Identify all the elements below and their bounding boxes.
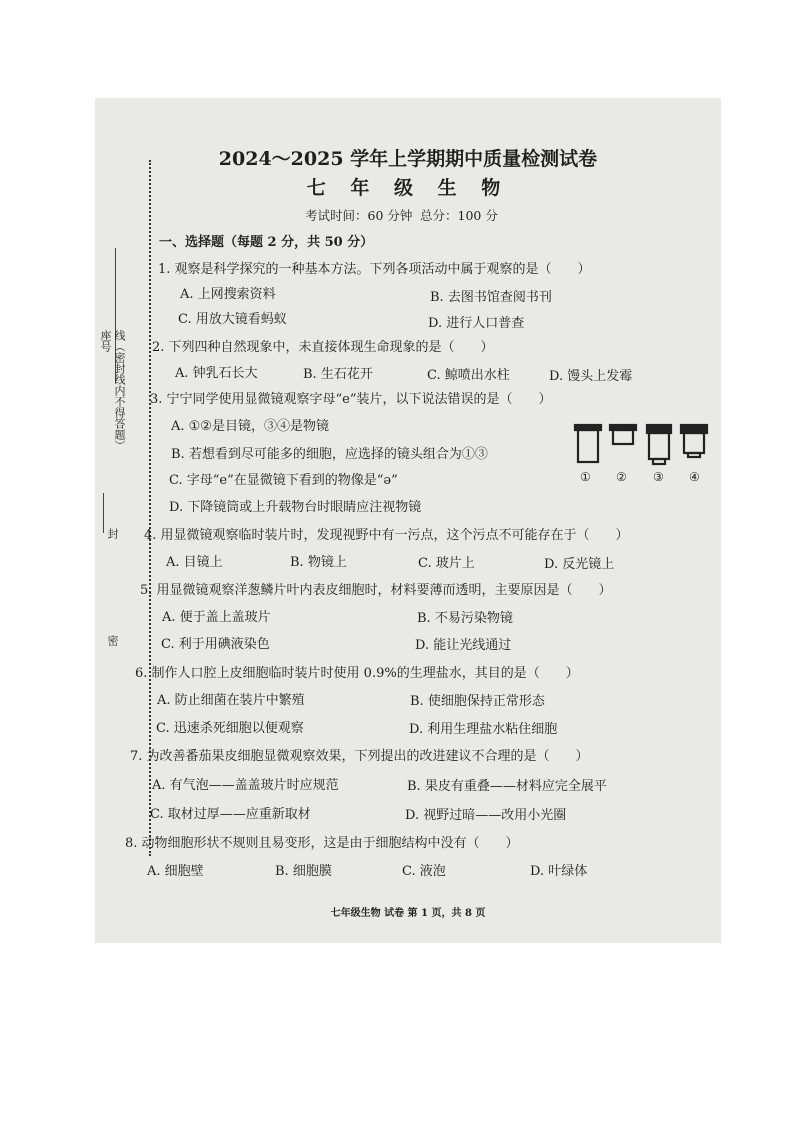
exam-time: 考试时间：60 分钟	[305, 208, 413, 223]
q1-option-b: B. 去图书馆查阅书刊	[430, 290, 552, 305]
q8-option-d: D. 叶绿体	[530, 864, 588, 879]
q1-option-d: D. 进行人口普查	[428, 316, 525, 331]
exam-page	[95, 98, 721, 943]
q6-option-c: C. 迅速杀死细胞以便观察	[156, 721, 304, 736]
q5-option-b: B. 不易污染物镜	[417, 611, 513, 626]
q5-option-c: C. 利于用碘液染色	[161, 637, 270, 652]
q2-option-c: C. 鲸喷出水柱	[427, 368, 510, 383]
exam-title: 2024～2025 学年上学期期中质量检测试卷	[218, 148, 598, 170]
seal-char: 封	[106, 528, 119, 539]
q3-option-c: C. 字母“e”在显微镜下看到的物像是“ə”	[169, 473, 398, 488]
seat-label: 座号	[99, 330, 112, 352]
seal-notice: 线（密封线内不得答题）	[113, 330, 126, 451]
q6-option-d: D. 利用生理盐水粘住细胞	[409, 722, 558, 737]
q3-option-b: B. 若想看到尽可能多的细胞，应选择的镜头组合为①③	[171, 447, 488, 462]
question-1: 1. 观察是科学探究的一种基本方法。下列各项活动中属于观察的是（ ）	[158, 262, 591, 277]
q4-option-c: C. 玻片上	[418, 556, 475, 571]
question-2: 2. 下列四种自然现象中，未直接体现生命现象的是（ ）	[152, 340, 494, 355]
lens-label-4: ④	[689, 470, 700, 484]
q5-option-a: A. 便于盖上盖玻片	[162, 610, 271, 625]
seal-line	[103, 493, 104, 533]
q6-option-b: B. 使细胞保持正常形态	[410, 694, 545, 709]
q3-option-d: D. 下降镜筒或上升载物台时眼睛应注视物镜	[169, 500, 422, 515]
page-footer: 七年级生物 试卷 第 1 页，共 8 页	[330, 908, 486, 919]
q8-option-a: A. 细胞壁	[147, 864, 204, 879]
question-6: 6. 制作人口腔上皮细胞临时装片时使用 0.9%的生理盐水，其目的是（ ）	[135, 666, 579, 681]
q4-option-b: B. 物镜上	[290, 555, 347, 570]
q7-option-d: D. 视野过暗——改用小光圈	[405, 808, 567, 823]
q8-option-c: C. 液泡	[402, 864, 446, 879]
question-8: 8. 动物细胞形状不规则且易变形，这是由于细胞结构中没有（ ）	[125, 836, 519, 851]
q5-option-d: D. 能让光线通过	[415, 638, 512, 653]
q4-option-d: D. 反光镜上	[544, 557, 615, 572]
q4-option-a: A. 目镜上	[166, 555, 223, 570]
q2-option-a: A. 钟乳石长大	[175, 366, 258, 381]
q7-option-c: C. 取材过厚——应重新取材	[150, 807, 311, 822]
q2-option-d: D. 馒头上发霉	[549, 369, 633, 384]
q7-option-a: A. 有气泡——盖盖玻片时应规范	[152, 778, 339, 793]
lens-label-1: ①	[580, 470, 591, 484]
q7-option-b: B. 果皮有重叠——材料应完全展平	[407, 779, 607, 794]
q1-option-a: A. 上网搜索资料	[180, 287, 276, 302]
secret-char: 密	[106, 635, 119, 646]
question-5: 5. 用显微镜观察洋葱鳞片叶内表皮细胞时，材料要薄而透明，主要原因是（ ）	[140, 583, 612, 598]
question-3: 3. 宁宁同学使用显微镜观察字母“e”装片，以下说法错误的是（ ）	[150, 392, 552, 407]
question-7: 7. 为改善番茄果皮细胞显微观察效果，下列提出的改进建议不合理的是（ ）	[130, 749, 589, 764]
q3-option-a: A. ①②是目镜，③④是物镜	[171, 419, 329, 434]
exam-score: 总分：100 分	[420, 208, 498, 223]
lens-label-2: ②	[616, 470, 627, 484]
section-heading: 一、选择题（每题 2 分，共 50 分）	[159, 235, 374, 250]
q1-option-c: C. 用放大镜看蚂蚁	[178, 312, 287, 327]
q2-option-b: B. 生石花开	[303, 367, 373, 382]
q8-option-b: B. 细胞膜	[275, 864, 332, 879]
lens-label-3: ③	[653, 470, 664, 484]
question-4: 4. 用显微镜观察临时装片时，发现视野中有一污点，这个污点不可能存在于（ ）	[144, 528, 629, 543]
lens-figure	[573, 423, 715, 467]
q6-option-a: A. 防止细菌在装片中繁殖	[157, 693, 305, 708]
exam-subtitle: 七 年 级 生 物	[306, 177, 510, 199]
